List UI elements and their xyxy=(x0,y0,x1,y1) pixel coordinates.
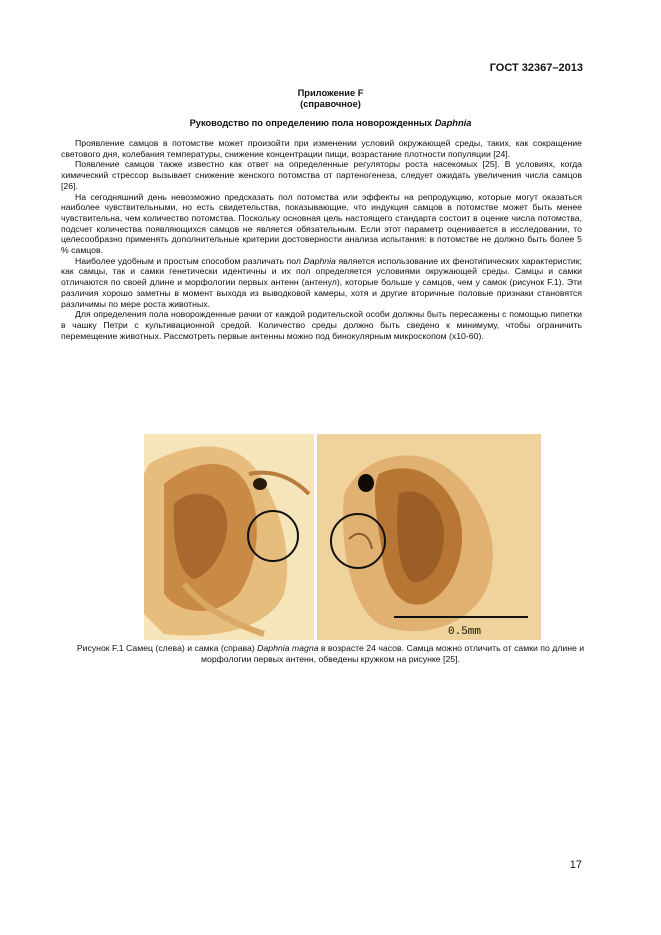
paragraph-4-start: Наиболее удобным и простым способом различать пол xyxy=(75,255,304,266)
paragraph-4 xyxy=(61,256,582,310)
appendix-label: Приложение F xyxy=(297,88,364,98)
figure-caption-species: Daphnia magna xyxy=(257,643,319,653)
section-title-text: Руководство по определению пола новорожденных xyxy=(189,118,435,128)
paragraph-4-end: является использование их фенотипических характеристик; как самцы, так и самки генетически идентичны и их пол определяется условиями окружающей среды. Самцы и самки отличаются по своей длине и морфологии первых антенн (антенул), которые больше у самцов, чем у самок (рисунок F.1). Эти различия хорошо заметны в момент выхода из выводковой камеры, хотя и другие вторичные половые признаки становятся различимы по мере роста животных. xyxy=(61,255,582,309)
paragraph-3: На сегодняшний день невозможно предсказать пол потомства или эффекты на репродукцию, которые могут оказаться наиболее чувствительными, но есть свидетельства, показывающие, что индукция самцов в потомстве может быть менее чувствительна, чем количество потомства. Поскольку основная цель настоящего стандарта состоит в оценке числа потомства, подсчет количества появляющихся самцов не является обязательным. Если этот параметр оценивается в исследовании, то целесообразно применять дополнительные критерии достоверности анализа испытания: в потомстве не должно быть более 5 % самцов. xyxy=(61,191,582,256)
appendix-type: (справочное) xyxy=(300,99,361,109)
paragraph-1: Проявление самцов в потомстве может произойти при изменении условий окружающей среды, таких, как сокращение светового дня, колебания температуры, снижение концентрации пищи, возрастание плотности популяции [24]. xyxy=(61,138,582,159)
figure-caption-start: Рисунок F.1 Самец (слева) и самка (справа) xyxy=(76,643,258,653)
scale-bar-label: 0.5mm xyxy=(448,626,482,638)
paragraph-4-species: Daphnia xyxy=(303,255,336,266)
section-title-species: Daphnia xyxy=(434,118,472,128)
daphnia-photo-drawing xyxy=(144,434,541,640)
appendix-heading xyxy=(0,88,661,110)
figure-caption-end: в возрасте 24 часов. Самца можно отличить от самки по длине и морфологии первых антенн, обведены кружком на рисунке [25]. xyxy=(201,643,585,664)
body-text xyxy=(61,138,582,341)
paragraph-5: Для определения пола новорожденные рачки от каждой родительской особи должны быть пересажены с помощью пипетки в чашку Петри с культивационной средой. Количество среды должно быть сведено к минимуму, чтобы ограничить перемещение животных. Рассмотреть первые антенны можно под бинокулярным микроскопом (х10-60). xyxy=(61,309,582,341)
section-title xyxy=(0,118,661,128)
figure-caption xyxy=(72,643,589,665)
daphnia-photo xyxy=(144,434,541,640)
standard-code: ГОСТ 32367–2013 xyxy=(489,62,583,74)
paragraph-2: Появление самцов также известно как ответ на определенные регуляторы роста насекомых [25]. В условиях, когда химический стрессор вызывает снижение женского потомства от партеногенеза, следует ожидать увеличения числа самцов [26]. xyxy=(61,159,582,191)
page-number: 17 xyxy=(569,859,582,871)
